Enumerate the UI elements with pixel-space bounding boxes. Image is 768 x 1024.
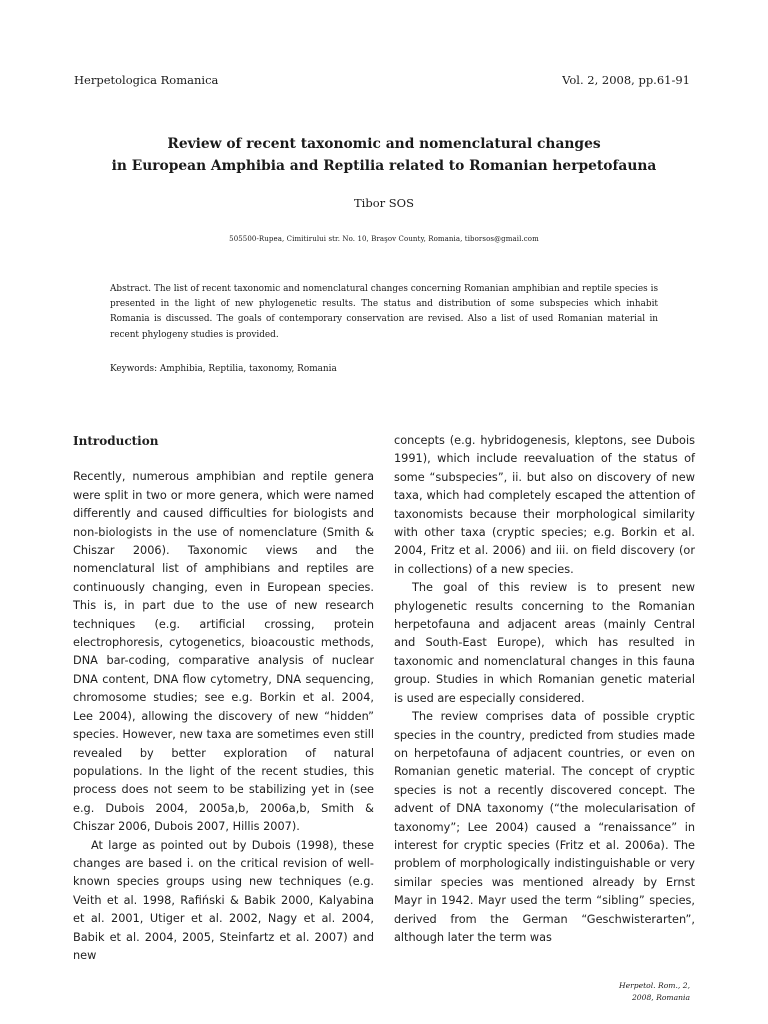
paragraph: The review comprises data of possible cryptic species in the country, predicted from studies made on herpetofauna of adjacent countries, or even on Romanian genetic material. The concept of cryptic species is not a recently discovered concept. The advent of DNA taxonomy (“the molecularisation of taxonomy”; Lee 2004) caused a “renaissance” in interest for cryptic species (Fritz et al. 2006a). The problem of morphologically indistinguishable or very similar species was mentioned already by Ernst Mayr in 1942. Mayr used the term “sibling” species, derived from the German “Geschwisterarten”, although later the term was <box>394 710 695 944</box>
running-header-journal: Herpetologica Romanica <box>74 73 219 87</box>
author-name: Tibor SOS <box>354 196 414 210</box>
title-line-1: Review of recent taxonomic and nomenclatural changes <box>167 136 601 152</box>
article-title <box>60 133 708 177</box>
paragraph: The goal of this review is to present new phylogenetic results concerning to the Romanian herpetofauna and adjacent areas (mainly Central and South-East Europe), which has resulted in taxonomic and nomenclatural changes in this fauna group. Studies in which Romanian genetic material is used are especially considered. <box>394 581 695 705</box>
abstract: Abstract. The list of recent taxonomic and nomenclatural changes concerning Romanian amphibian and reptile species is presented in the light of new phylogenetic results. The status and distribution of some subspecies which inhabit Romania is discussed. The goals of contemporary conservation are revised. Also a list of used Romanian material in recent phylogeny studies is provided. <box>110 284 658 340</box>
paragraph: At large as pointed out by Dubois (1998), these changes are based i. on the critical revision of well-known species groups using new techniques (e.g. Veith et al. 1998, Rafiński & Babik 2000, Kalyabina et al. 2001, Utiger et al. 2002, Nagy et al. 2004, Babik et al. 2004, 2005, Steinfartz et al. 2007) and new <box>73 838 374 962</box>
footer-line-2: 2008, Romania <box>631 993 690 1002</box>
title-line-2: in European Amphibia and Reptilia related to Romanian herpetofauna <box>111 158 657 174</box>
section-heading: Introduction <box>73 434 159 448</box>
paragraph: Recently, numerous amphibian and reptile genera were split in two or more genera, which were named differently and caused difficulties for biologists and non-biologists in the use of nomenclature (Smith & Chiszar 2006). Taxonomic views and the nomenclatural list of amphibians and reptiles are continuously changing, even in European species. This is, in part due to the use of new research techniques (e.g. artificial crossing, protein electrophoresis, cytogenetics, bioacoustic methods, DNA bar-coding, comparative analysis of nuclear DNA content, DNA flow cytometry, DNA sequencing, chromosome studies; see e.g. Borkin et al. 2004, Lee 2004), allowing the discovery of new “hidden” species. However, new taxa are sometimes even still revealed by better exploration of natural populations. In the light of the recent studies, this process does not seem to be stabilizing yet in (see e.g. Dubois 2004, 2005a,b, 2006a,b, Smith & Chiszar 2006, Dubois 2007, Hillis 2007). <box>73 470 374 834</box>
right-column <box>394 432 695 947</box>
author-affiliation: 505500-Rupea, Cimitirului str. No. 10, Braşov County, Romania, tiborsos@gmail.com <box>229 235 539 243</box>
page-footer <box>619 980 690 1004</box>
running-header-volume: Vol. 2, 2008, pp.61-91 <box>562 73 690 87</box>
footer-line-1: Herpetol. Rom., 2, <box>619 981 690 990</box>
left-column <box>73 432 374 965</box>
keywords: Keywords: Amphibia, Reptilia, taxonomy, Romania <box>110 364 337 374</box>
paragraph: concepts (e.g. hybridogenesis, kleptons, see Dubois 1991), which include reevaluation of the status of some “subspecies”, ii. but also on discovery of new taxa, which had completely escaped the attention of taxonomists because their morphological similarity with other taxa (cryptic species; e.g. Borkin et al. 2004, Fritz et al. 2006) and iii. on field discovery (or in collections) of a new species. <box>394 434 695 576</box>
